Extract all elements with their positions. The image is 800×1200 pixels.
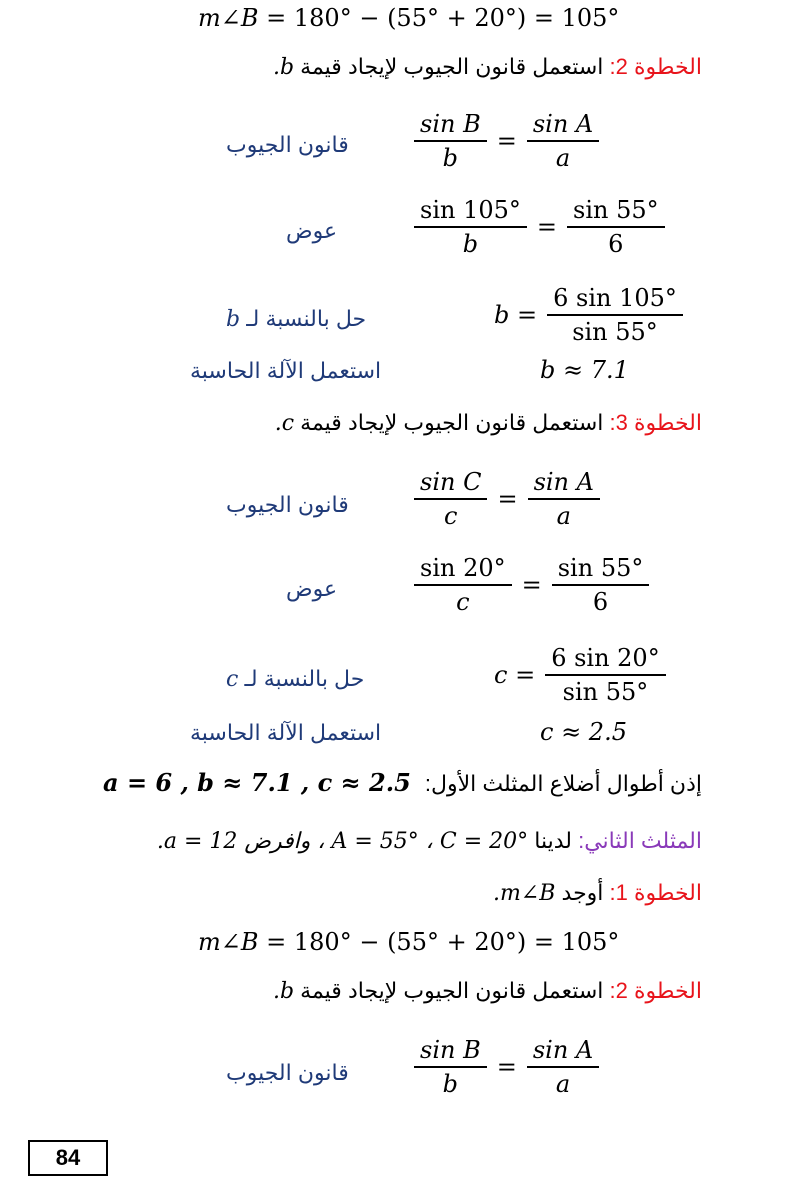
label-calculator-2: استعمل الآلة الحاسبة [190, 720, 382, 745]
step2-heading: الخطوة 2: استعمل قانون الجيوب لإيجاد قيمة b. [272, 54, 702, 80]
law-of-sines-b: $\frac{\text{sin B}}{b}$ = $\frac{\text{sin A}}{a}$ [414, 110, 599, 172]
label-substitute-2: عوض [286, 576, 338, 601]
page-number: 84 [28, 1140, 108, 1176]
solve-b: b = $\frac{6 \sin 105^\circ}{\sin 55^\circ}$ [494, 284, 683, 346]
step1-label: الخطوة 1: [609, 880, 702, 905]
step3-label: الخطوة 3: [609, 410, 702, 435]
law-of-sines-c: $\frac{\text{sin C}}{c}$ = $\frac{\text{sin A}}{a}$ [414, 468, 600, 530]
conclusion-values: a = 6 , b ≈ 7.1 , c ≈ 2.5 [103, 768, 411, 797]
label-solve-for-b: حل بالنسبة لـ b [226, 306, 367, 332]
step3-heading: الخطوة 3: استعمل قانون الجيوب لإيجاد قيمة c. [274, 410, 702, 436]
step2-label: الخطوة 2: [609, 54, 702, 79]
solve-c: c = $\frac{6 \sin 20^\circ}{\sin 55^\circ}$ [494, 644, 666, 706]
label-law-of-sines-2: قانون الجيوب [226, 492, 349, 517]
angle-equation-top: m∠B = 180° − (55° + 20°) = 105° [198, 4, 620, 32]
b-approx: b ≈ 7.1 [540, 356, 629, 384]
step2-heading-second: الخطوة 2: استعمل قانون الجيوب لإيجاد قيمة b. [272, 978, 702, 1004]
c-approx: c ≈ 2.5 [540, 718, 627, 746]
triangle2-line: المثلث الثاني: لدينا A = 55° ، C = 20° ، وافرض a = 12. [156, 828, 702, 854]
law-of-sines-b-second: $\frac{\text{sin B}}{b}$ = $\frac{\text{sin A}}{a}$ [414, 1036, 599, 1098]
label-law-of-sines-1: قانون الجيوب [226, 132, 349, 157]
angle-equation-second: m∠B = 180° − (55° + 20°) = 105° [198, 928, 620, 956]
triangle2-label: المثلث الثاني: [578, 828, 702, 853]
step2-label-second: الخطوة 2: [609, 978, 702, 1003]
substitute-b: $\frac{\sin 105^\circ}{b}$ = $\frac{\sin 55^\circ}{6}$ [414, 196, 665, 258]
conclusion: إذن أطوال أضلاع المثلث الأول: a = 6 , b ≈ 7.1 , c ≈ 2.5 [103, 768, 702, 797]
label-law-of-sines-3: قانون الجيوب [226, 1060, 349, 1085]
substitute-c: $\frac{\sin 20^\circ}{c}$ = $\frac{\sin 55^\circ}{6}$ [414, 554, 649, 616]
step1-heading: الخطوة 1: أوجد m∠B. [492, 880, 702, 906]
label-calculator-1: استعمل الآلة الحاسبة [190, 358, 382, 383]
label-substitute-1: عوض [286, 218, 338, 243]
label-solve-for-c: حل بالنسبة لـ c [226, 666, 365, 692]
